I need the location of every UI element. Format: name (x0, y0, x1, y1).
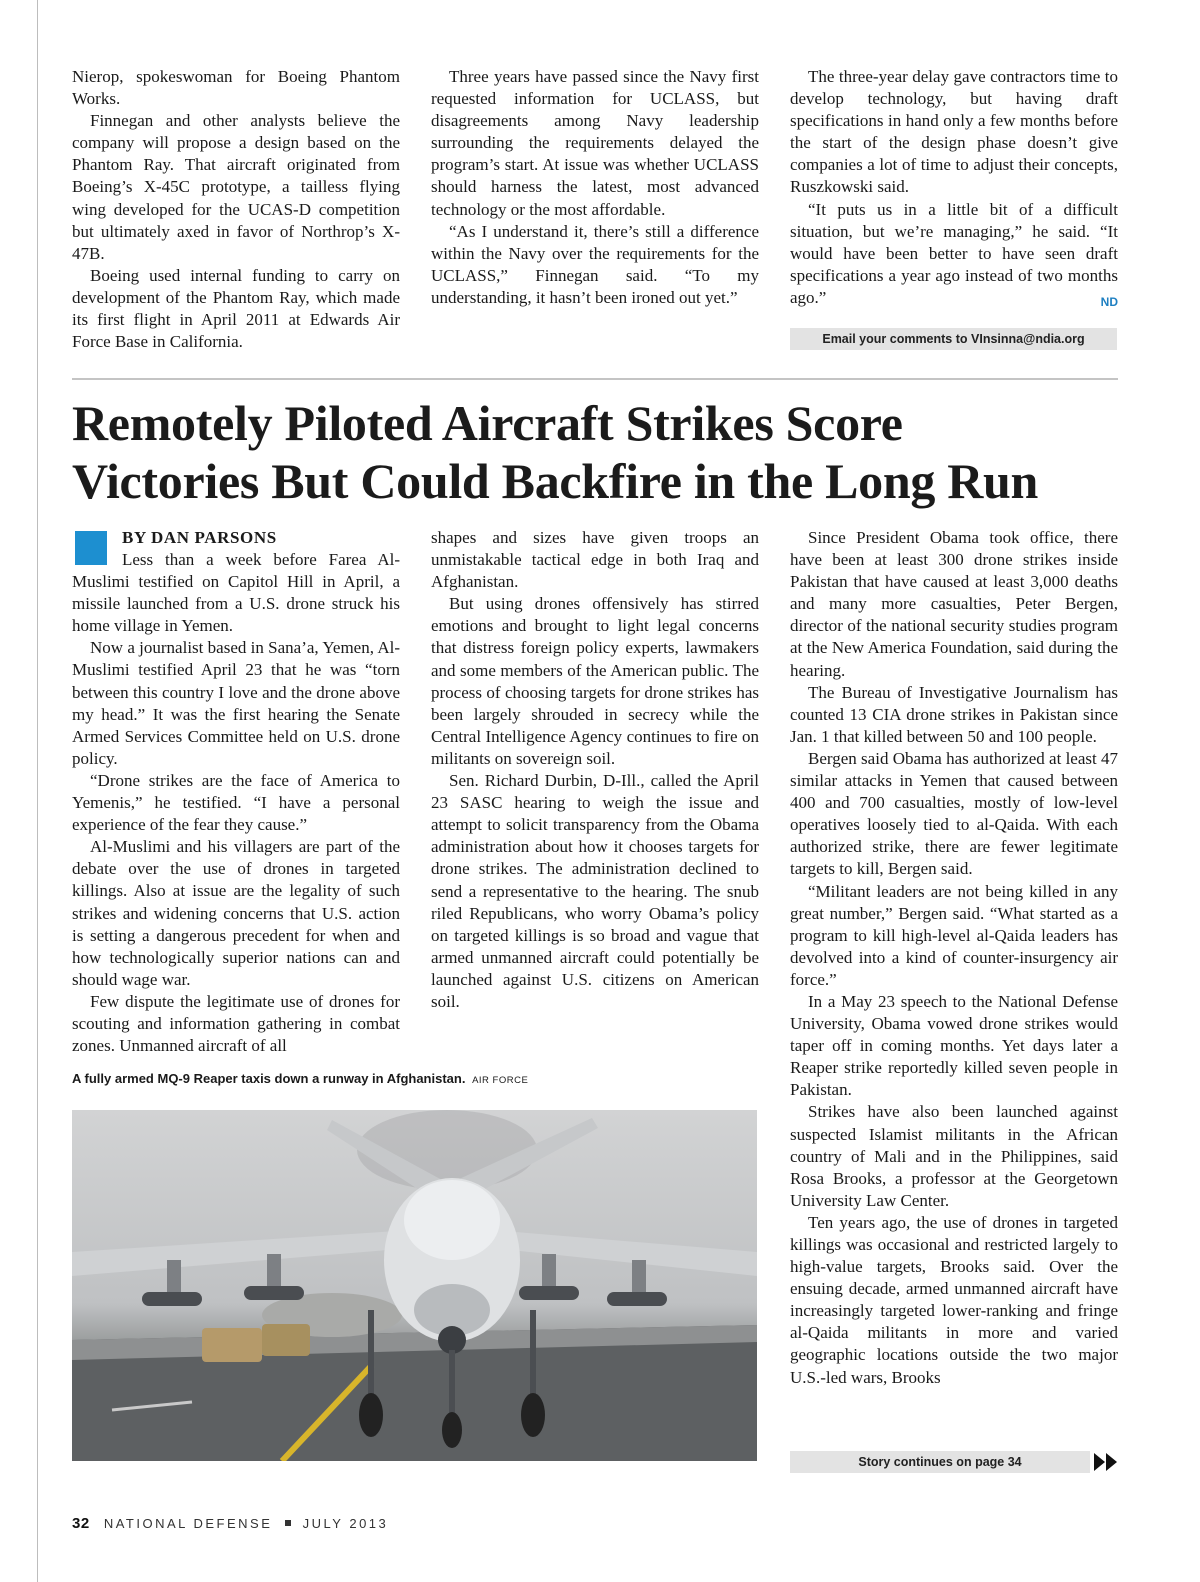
top-article-column-1 (72, 66, 400, 353)
paragraph: Nierop, spokeswoman for Boeing Phantom Works. (72, 67, 400, 109)
issue-date: JULY 2013 (302, 1516, 389, 1531)
wheel-right (521, 1393, 545, 1437)
paragraph: Bergen said Obama has authorized at least 47 similar attacks in Yemen that caused between 400 and 700 casualties, mostly of low-level operatives loosely tied to al-Qaida. With each authorized strike, there are fewer legitimate targets to kill, Bergen said. (790, 748, 1118, 879)
double-arrow-right-icon (1094, 1453, 1120, 1471)
munition (519, 1286, 579, 1300)
targeting-ball (438, 1326, 466, 1354)
paragraph: Sen. Richard Durbin, D-Ill., called the April 23 SASC hearing to weigh the issue and attempt to solicit transparency from the Obama administration about how it chooses targets for drone strikes. The administration declined to send a representative to the hearing. The snub riled Republicans, who worry Obama’s policy on targeted killings is so broad and vague that armed unmanned aircraft could potentially be launched against U.S. citizens on American soil. (431, 771, 759, 1011)
paragraph: Few dispute the legitimate use of drones for scouting and information gathering in combat zones. Unmanned aircraft of all (72, 991, 400, 1056)
paragraph: Finnegan and other analysts believe the company will propose a design based on the Phantom Ray. That aircraft originated from Boeing’s X-45C prototype, a tailless flying wing developed for the UCAS-D competition but ultimately axed in favor of Northrop’s X-47B. (72, 111, 400, 263)
landing-gear-right (530, 1310, 536, 1405)
pylon (167, 1260, 181, 1296)
page-number: 32 (72, 1515, 90, 1532)
drone-illustration (72, 1110, 757, 1461)
caption-text: A fully armed MQ-9 Reaper taxis down a runway in Afghanistan. (72, 1071, 466, 1086)
background-vehicle (262, 1324, 310, 1356)
main-article-column-1 (72, 549, 400, 1057)
paragraph: The Bureau of Investigative Journalism has counted 13 CIA drone strikes in Pakistan since Jan. 1 that killed between 50 and 100 people. (790, 682, 1118, 746)
munition (244, 1286, 304, 1300)
landing-gear-left (368, 1310, 374, 1405)
pylon (267, 1254, 281, 1290)
pylon (632, 1260, 646, 1296)
paragraph: shapes and sizes have given troops an unmistakable tactical edge in both Iraq and Afghanistan. (431, 528, 759, 592)
page-margin-rule (37, 0, 38, 1582)
background-vehicle (202, 1328, 262, 1362)
paragraph: Since President Obama took office, there have been at least 300 drone strikes inside Pakistan that have caused at least 3,000 deaths and many more casualties, Peter Bergen, director of the national security studies program at the New America Foundation, said during the hearing. (790, 528, 1118, 680)
email-address-link[interactable]: VInsinna@ndia.org (971, 332, 1085, 346)
drone-photo (72, 1110, 757, 1461)
byline: BY DAN PARSONS (122, 528, 277, 547)
story-continues-box (790, 1451, 1090, 1473)
wheel-left (359, 1393, 383, 1437)
continue-page-link[interactable]: page 34 (975, 1455, 1022, 1469)
paragraph: Strikes have also been launched against suspected Islamist militants in the African country of Mali and in the Philippines, said Rosa Brooks, a professor at the Georgetown University Law Center. (790, 1102, 1118, 1210)
headline (72, 394, 1132, 510)
landing-gear-nose (449, 1350, 455, 1420)
publication-name: NATIONAL DEFENSE (103, 1516, 273, 1531)
main-article-column-3 (790, 527, 1118, 1389)
headline-line-1: Remotely Piloted Aircraft Strikes Score (72, 395, 903, 451)
paragraph: “Militant leaders are not being killed in any great number,” Bergen said. “What started as a program to kill high-level al-Qaida leaders has devolved into a kind of counter-insurgency air force.” (790, 881, 1118, 989)
paragraph-text: “It puts us in a little bit of a difficult situation, but we’re managing,” he said. “It would have been better to have seen draft specifications a year ago instead of two months ago.” (790, 199, 1118, 307)
top-article-column-3 (790, 66, 1118, 313)
continue-prefix: Story continues on (858, 1455, 972, 1469)
footer-separator (285, 1520, 291, 1526)
email-comments-box (790, 328, 1117, 350)
end-mark: ND (1100, 294, 1118, 309)
wing-right (492, 1230, 757, 1276)
paragraph (790, 199, 1118, 309)
photo-credit: AIR FORCE (472, 1075, 529, 1086)
paragraph: Ten years ago, the use of drones in targeted killings was occasional and restricted largely to high-value targets, Brooks said. Over the ensuing decade, armed unmanned aircraft have increasingly targeted lower-ranking and fringe al-Qaida militants in more and varied geographic locations outside the two major U.S.-led wars, Brooks (790, 1212, 1118, 1387)
paragraph: But using drones offensively has stirred emotions and brought to light legal concerns that distress foreign policy experts, lawmakers and some members of the American public. The process of choosing targets for drone strikes has been largely shrouded in secrecy while the Central Intelligence Agency continues to fire on militants on sovereign soil. (431, 594, 759, 768)
photo-caption (72, 1071, 762, 1086)
munition (607, 1292, 667, 1306)
email-prefix: Email your comments to (822, 332, 968, 346)
headline-line-2: Victories But Could Backfire in the Long Run (72, 453, 1039, 509)
wing-left (72, 1230, 412, 1276)
paragraph: Al-Muslimi and his villagers are part of the debate over the use of drones in targeted killings. Also at issue are the legality of such strikes and widening concerns that U.S. action is setting a dangerous precedent for when and how technologically superior nations can and should wage war. (72, 837, 400, 989)
sensor-dome (404, 1180, 500, 1260)
munition (142, 1292, 202, 1306)
paragraph: “Drone strikes are the face of America to Yemenis,” he testified. “I have a personal experience of the fear they cause.” (72, 770, 400, 835)
top-article-column-2 (431, 66, 759, 309)
paragraph: “As I understand it, there’s still a difference within the Navy over the requirements for the UCLASS,” Finnegan said. “To my understanding, it hasn’t been ironed out yet.” (431, 221, 759, 307)
page-footer (72, 1515, 388, 1532)
main-article-column-2 (431, 527, 759, 1013)
paragraph: Less than a week before Farea Al-Muslimi testified on Capitol Hill in April, a missile launched from a U.S. drone struck his home village in Yemen. (72, 550, 400, 636)
paragraph: The three-year delay gave contractors time to develop technology, but having draft specifications in hand only a few months before the start of the design phase doesn’t give companies a lot of time to adjust their concepts, Ruszkowski said. (790, 67, 1118, 197)
section-divider (72, 378, 1118, 380)
paragraph: Three years have passed since the Navy first requested information for UCLASS, but disagreements among Navy leadership surrounding the requirements delayed the program’s start. At issue was whether UCLASS should harness the latest, most advanced technology or the most affordable. (431, 67, 759, 219)
paragraph: Now a journalist based in Sana’a, Yemen, Al-Muslimi testified April 23 that he was “torn between this country I love and the drone above my head.” It was the first hearing the Senate Armed Services Committee held on U.S. drone policy. (72, 638, 400, 768)
pylon (542, 1254, 556, 1290)
paragraph: In a May 23 speech to the National Defense University, Obama vowed drone strikes would taper off in coming months. Yet days later a Reaper strike reportedly killed seven people in Pakistan. (790, 991, 1118, 1100)
paragraph: Boeing used internal funding to carry on development of the Phantom Ray, which made its first flight in April 2011 at Edwards Air Force Base in California. (72, 265, 400, 352)
wheel-nose (442, 1412, 462, 1448)
